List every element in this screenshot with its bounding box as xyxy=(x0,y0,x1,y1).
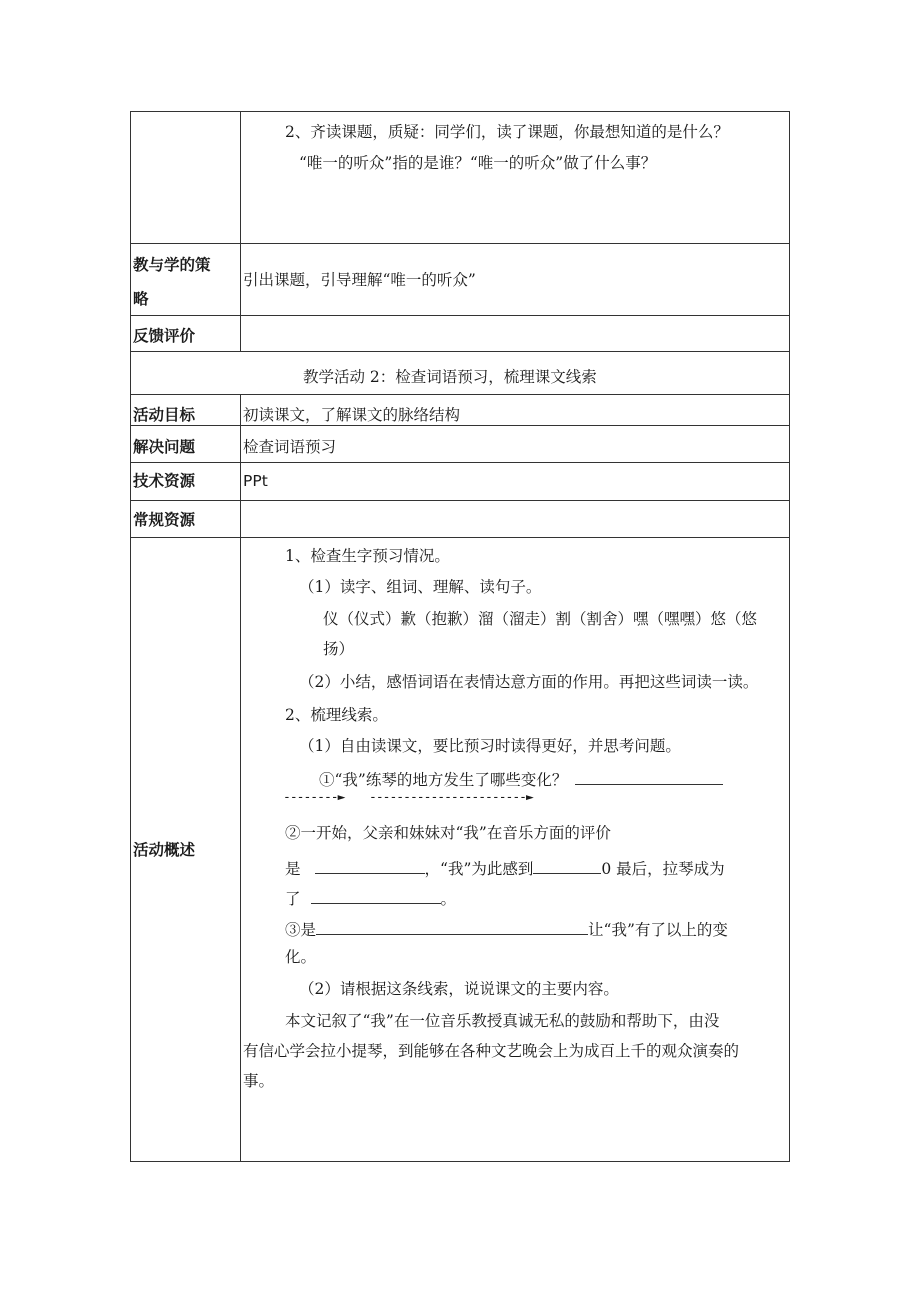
goal-value: 初读课文，了解课文的脉络结构 xyxy=(243,406,461,424)
fill-text: 了 xyxy=(285,890,301,908)
answer-blank xyxy=(533,859,601,874)
problem-label: 解决问题 xyxy=(133,438,196,456)
overview-item: （1）自由读课文，要比预习时读得更好，并思考问题。 xyxy=(299,737,681,755)
question-2-fill xyxy=(285,859,725,878)
summary-line: 本文记叙了“我”在一位音乐教授真诚无私的鼓励和帮助下，由没 xyxy=(285,1012,720,1030)
row-divider xyxy=(131,243,789,244)
strategy-label: 教与学的策 xyxy=(133,256,211,274)
goal-label: 活动目标 xyxy=(133,406,196,424)
row-divider xyxy=(131,537,789,538)
overview-item: （1）读字、组词、理解、读句子。 xyxy=(299,578,542,596)
question-2: ②一开始，父亲和妹妹对“我”在音乐方面的评价 xyxy=(285,824,611,842)
answer-blank xyxy=(315,859,425,874)
overview-item: 扬） xyxy=(323,640,355,658)
summary-line: 事。 xyxy=(243,1072,275,1090)
question-1-text: ①“我”练琴的地方发生了哪些变化？ xyxy=(319,771,568,789)
feedback-label: 反馈评价 xyxy=(133,327,196,345)
column-divider xyxy=(240,112,241,351)
question-3 xyxy=(285,920,728,939)
fill-text: 0 最后，拉琴成为 xyxy=(601,860,725,878)
question-3-cont: 化。 xyxy=(285,948,317,966)
summary-line: 有信心学会拉小提琴，到能够在各种文艺晚会上为成百上千的观众演奏的 xyxy=(243,1042,740,1060)
fill-text: 。 xyxy=(440,890,457,908)
overview-item: （2）请根据这条线索，说说课文的主要内容。 xyxy=(299,980,619,998)
column-divider xyxy=(240,394,241,1161)
row-divider xyxy=(131,394,789,395)
arrow-2: -----------------------► xyxy=(369,790,533,805)
fill-text: ，“我”为此感到 xyxy=(424,860,534,878)
row-divider xyxy=(131,462,789,463)
row-divider xyxy=(131,500,789,501)
question-2-fill-2 xyxy=(285,889,456,908)
answer-blank xyxy=(575,770,723,785)
strategy-label-cont: 略 xyxy=(133,290,149,308)
tech-value: PPt xyxy=(243,472,268,490)
fill-text: 让“我”有了以上的变 xyxy=(588,921,728,939)
answer-blank xyxy=(316,920,588,935)
fill-text: 是 xyxy=(285,860,301,878)
overview-item: （2）小结，感悟词语在表情达意方面的作用。再把这些词读一读。 xyxy=(299,673,759,691)
overview-item: 1、检查生字预习情况。 xyxy=(285,547,450,565)
overview-item: 2、梳理线索。 xyxy=(285,706,388,724)
fill-text: ③是 xyxy=(285,921,317,939)
tech-label: 技术资源 xyxy=(133,472,196,490)
question-line-2: “唯一的听众”指的是谁？“唯一的听众”做了什么事？ xyxy=(299,154,657,172)
row-divider xyxy=(131,425,789,426)
problem-value: 检查词语预习 xyxy=(243,438,337,456)
regular-label: 常规资源 xyxy=(133,511,196,529)
answer-blank xyxy=(311,889,441,904)
lesson-plan-table xyxy=(130,111,790,1162)
question-1 xyxy=(319,770,723,789)
activity-title: 教学活动 2：检查词语预习，梳理课文线索 xyxy=(303,368,597,386)
row-divider xyxy=(131,351,789,352)
overview-item: 仪（仪式）歉（抱歉）溜（溜走）割（割舍）嘿（嘿嘿）悠（悠 xyxy=(323,610,758,628)
overview-label: 活动概述 xyxy=(133,841,196,859)
strategy-value: 引出课题，引导理解“唯一的听众” xyxy=(243,271,476,289)
row-divider xyxy=(131,315,789,316)
arrow-1: --------► xyxy=(283,790,345,805)
question-line-1: 2、齐读课题，质疑：同学们，读了课题，你最想知道的是什么？ xyxy=(285,123,729,141)
